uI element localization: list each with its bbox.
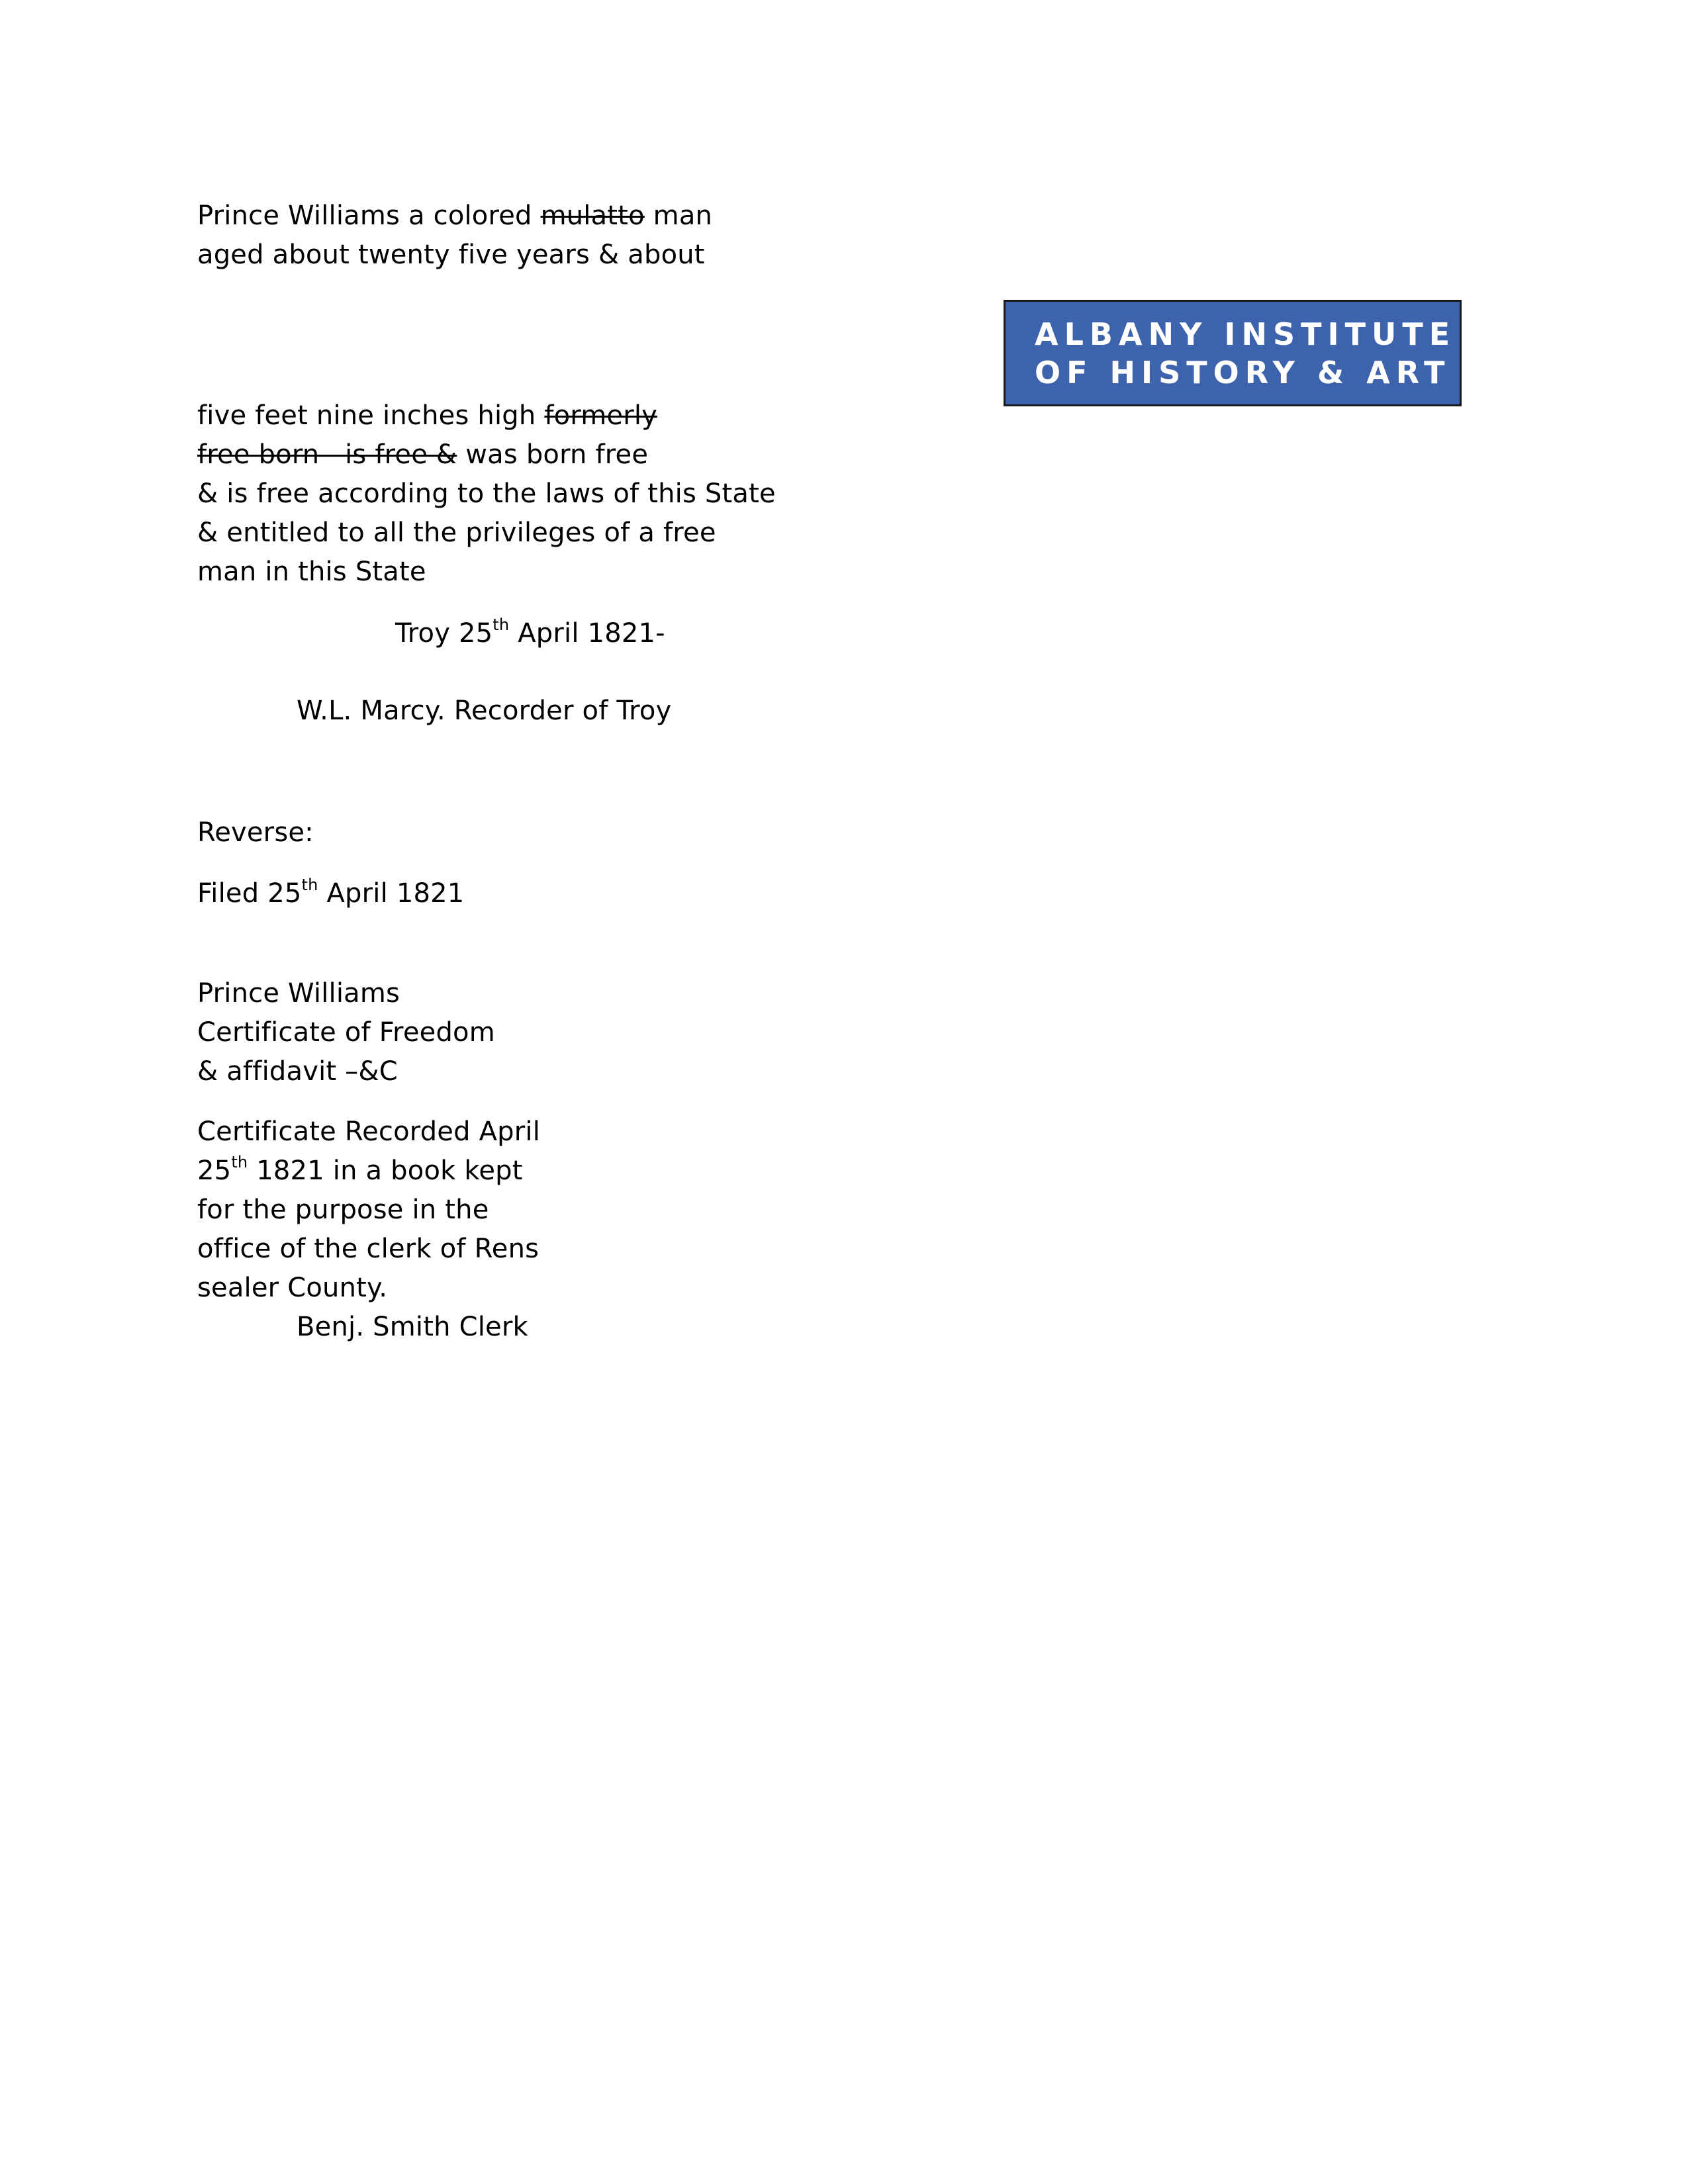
endorsement-line-1: Prince Williams bbox=[197, 978, 400, 1009]
recorder-signature: W.L. Marcy. Recorder of Troy bbox=[297, 696, 672, 726]
struck-phrase: free born is free & bbox=[197, 439, 457, 470]
text-segment: Prince Williams a colored bbox=[197, 201, 541, 231]
certificate-line-4 bbox=[197, 435, 648, 475]
certificate-date bbox=[395, 614, 665, 653]
recorded-line-1: Certificate Recorded April bbox=[197, 1116, 541, 1147]
text-segment: Troy 25 bbox=[395, 618, 493, 649]
struck-word: mulatto bbox=[540, 201, 645, 231]
endorsement-line-2: Certificate of Freedom bbox=[197, 1017, 495, 1048]
albany-institute-logo bbox=[1004, 300, 1462, 406]
certificate-line-7: man in this State bbox=[197, 557, 426, 587]
text-segment: April 1821- bbox=[509, 618, 665, 649]
recorded-line-4: office of the clerk of Rens bbox=[197, 1234, 539, 1264]
endorsement-line-3: & affidavit –&C bbox=[197, 1056, 398, 1087]
text-segment: Filed 25 bbox=[197, 878, 302, 909]
text-segment: April 1821 bbox=[318, 878, 465, 909]
recorded-line-3: for the purpose in the bbox=[197, 1195, 489, 1225]
logo-line-2: OF HISTORY & ART bbox=[1035, 354, 1451, 390]
ordinal-suffix: th bbox=[231, 1152, 248, 1171]
text-segment: 25 bbox=[197, 1156, 232, 1186]
text-segment: 1821 in a book kept bbox=[248, 1156, 523, 1186]
reverse-heading: Reverse: bbox=[197, 817, 314, 848]
filed-date bbox=[197, 874, 464, 913]
ordinal-suffix: th bbox=[301, 875, 318, 894]
text-segment: was born free bbox=[457, 439, 649, 470]
certificate-line-3 bbox=[197, 396, 657, 435]
logo-line-1: ALBANY INSTITUTE bbox=[1035, 316, 1456, 352]
text-segment: man bbox=[644, 201, 713, 231]
certificate-line-5: & is free according to the laws of this State bbox=[197, 478, 776, 509]
text-segment: five feet nine inches high bbox=[197, 400, 545, 431]
struck-word: formerly bbox=[544, 400, 658, 431]
ordinal-suffix: th bbox=[492, 615, 510, 634]
clerk-signature: Benj. Smith Clerk bbox=[297, 1312, 528, 1342]
recorded-line-2 bbox=[197, 1152, 523, 1191]
recorded-line-5: sealer County. bbox=[197, 1273, 388, 1303]
certificate-line-1 bbox=[197, 197, 712, 236]
certificate-line-6: & entitled to all the privileges of a free bbox=[197, 518, 716, 548]
certificate-line-2: aged about twenty five years & about bbox=[197, 240, 705, 270]
